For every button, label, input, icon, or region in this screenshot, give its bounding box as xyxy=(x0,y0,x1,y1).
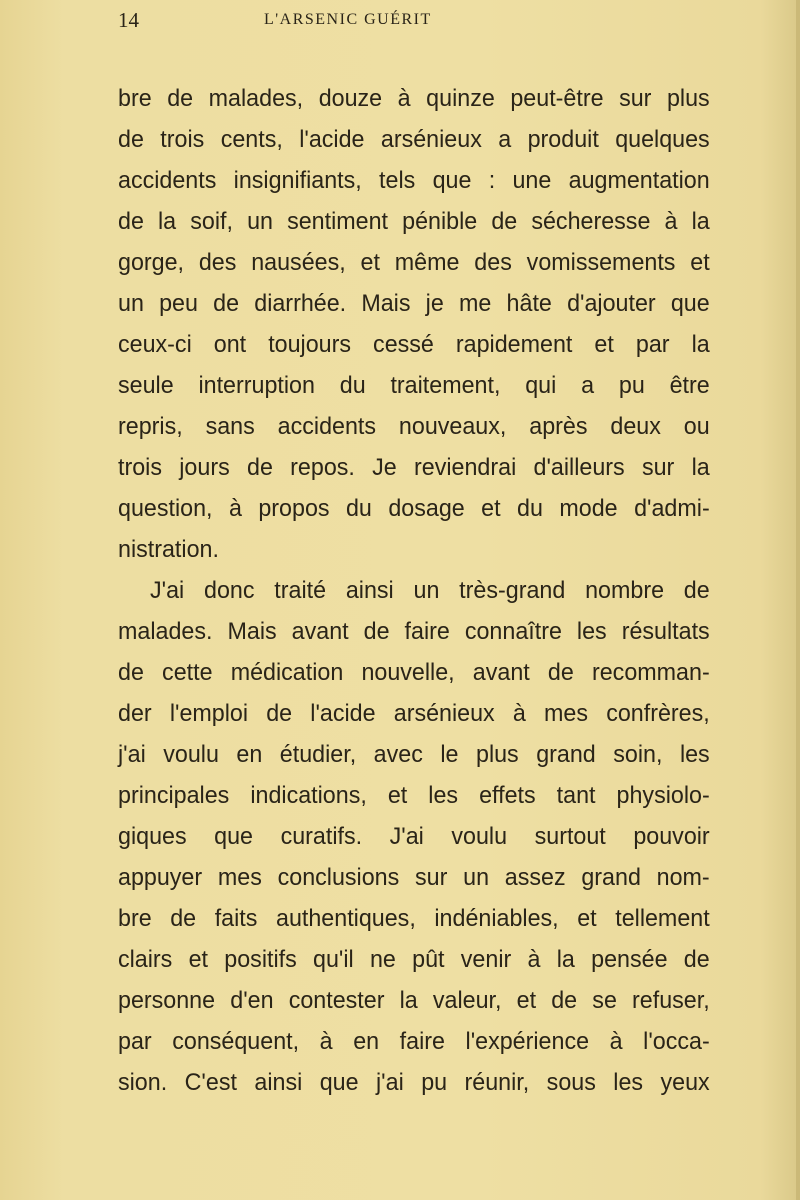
page-number: 14 xyxy=(118,8,139,32)
text-line: de la soif, un sentiment pénible de sécheresse à la xyxy=(118,208,710,235)
text-line: un peu de diarrhée. Mais je me hâte d'ajouter que xyxy=(118,290,710,317)
text-line: de trois cents, l'acide arsénieux a produit quelques xyxy=(118,126,710,153)
text-line: de cette médication nouvelle, avant de recomman- xyxy=(118,659,710,686)
running-title: L'ARSENIC GUÉRIT xyxy=(264,11,432,28)
text-line: personne d'en contester la valeur, et de se refuser, xyxy=(118,987,710,1014)
page-edge xyxy=(796,0,800,1200)
text-line: appuyer mes conclusions sur un assez grand nom- xyxy=(118,864,710,891)
text-line: repris, sans accidents nouveaux, après deux ou xyxy=(118,413,710,440)
text-line: nistration. xyxy=(118,536,219,563)
text-line: trois jours de repos. Je reviendrai d'ailleurs sur la xyxy=(118,454,710,481)
text-line: question, à propos du dosage et du mode d'admi- xyxy=(118,495,710,522)
text-line: gorge, des nausées, et même des vomissements et xyxy=(118,249,710,276)
text-line: bre de malades, douze à quinze peut-être sur plus xyxy=(118,85,710,112)
page-header xyxy=(118,8,728,32)
text-line: sion. C'est ainsi que j'ai pu réunir, sous les yeux xyxy=(118,1069,710,1096)
text-line: par conséquent, à en faire l'expérience à l'occa- xyxy=(118,1028,710,1055)
text-line: principales indications, et les effets tant physiolo- xyxy=(118,782,710,809)
text-line: der l'emploi de l'acide arsénieux à mes confrères, xyxy=(118,700,710,727)
text-line: J'ai donc traité ainsi un très-grand nombre de xyxy=(150,577,710,604)
text-line: giques que curatifs. J'ai voulu surtout pouvoir xyxy=(118,823,710,850)
text-line: accidents insignifiants, tels que : une augmentation xyxy=(118,167,710,194)
text-line: malades. Mais avant de faire connaître les résultats xyxy=(118,618,710,645)
text-line: clairs et positifs qu'il ne pût venir à la pensée de xyxy=(118,946,710,973)
text-line: j'ai voulu en étudier, avec le plus grand soin, les xyxy=(118,741,710,768)
text-line: ceux-ci ont toujours cessé rapidement et par la xyxy=(118,331,710,358)
text-line: seule interruption du traitement, qui a pu être xyxy=(118,372,710,399)
text-line: bre de faits authentiques, indéniables, et tellement xyxy=(118,905,710,932)
body-text xyxy=(118,78,728,1103)
